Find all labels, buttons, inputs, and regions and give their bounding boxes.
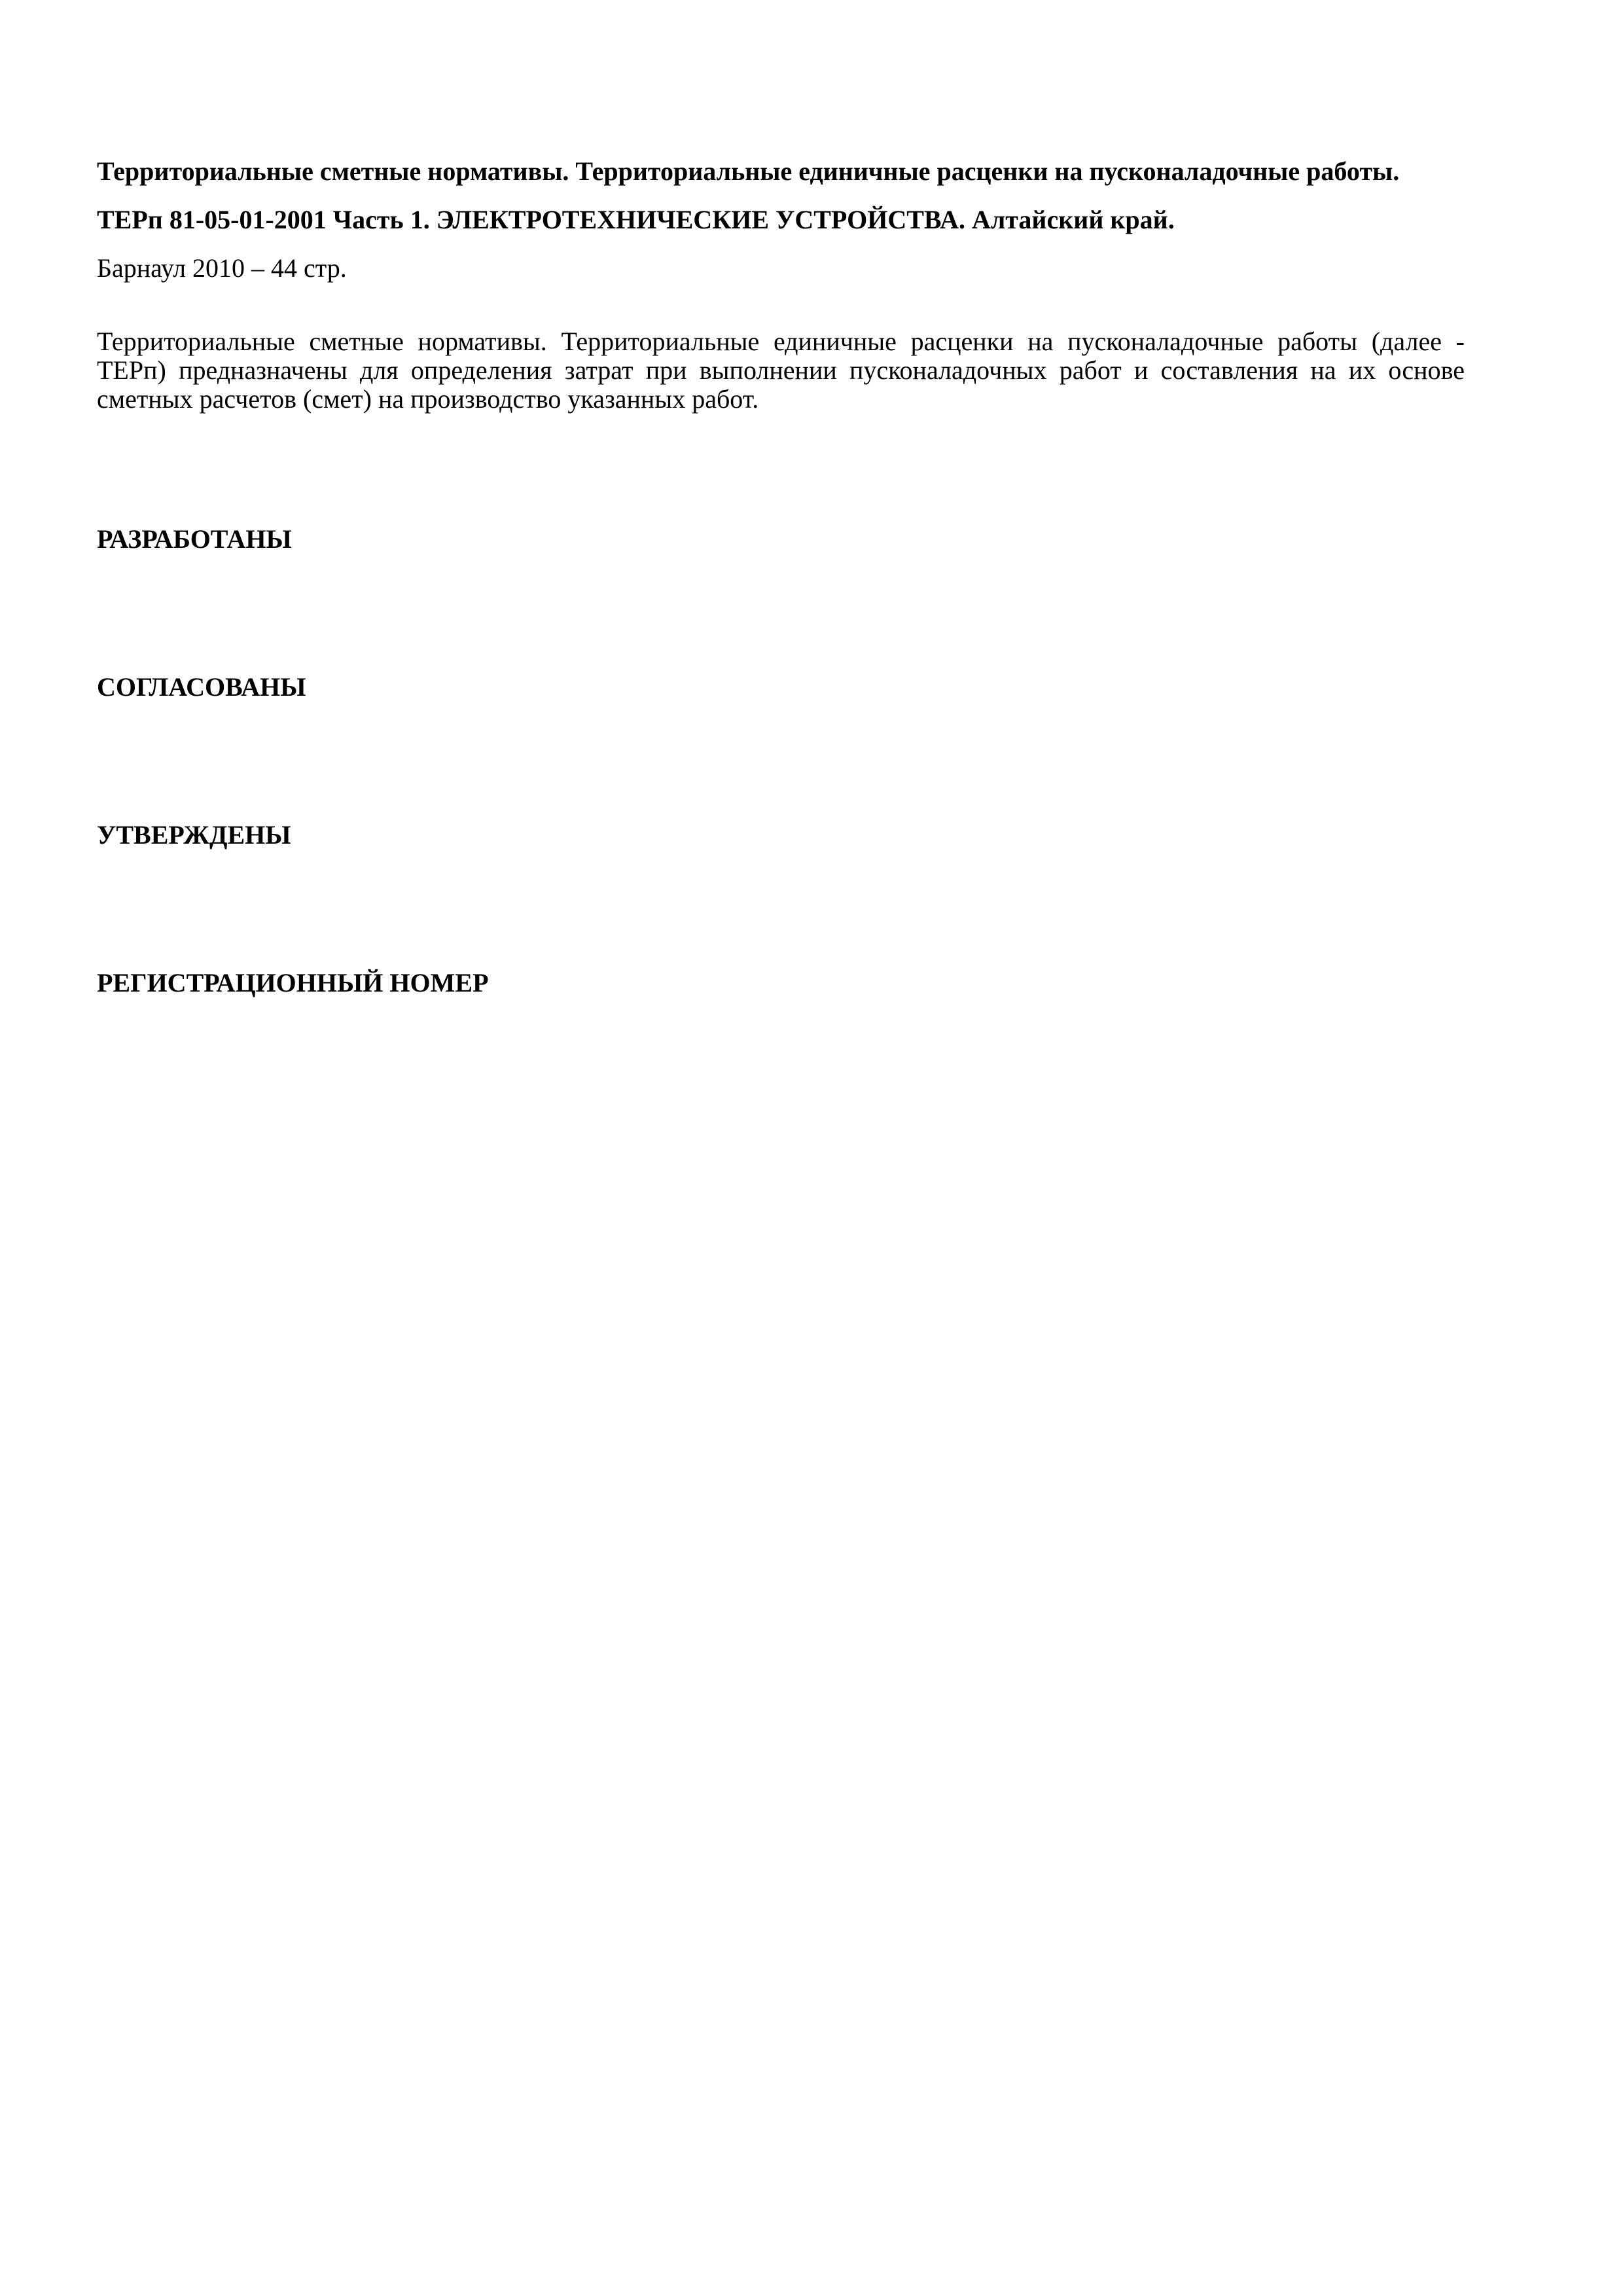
section-heading-agreed: СОГЛАСОВАНЫ	[97, 672, 306, 702]
section-heading-developed: РАЗРАБОТАНЫ	[97, 524, 292, 554]
document-abstract	[97, 327, 1465, 414]
abstract-line-2: ТЕРп) предназначены для определения затрат при выполнении пусконаладочных работ и составления на их основе	[97, 355, 1465, 385]
document-imprint: Барнаул 2010 – 44 стр.	[97, 253, 347, 283]
section-heading-approved: УТВЕРЖДЕНЫ	[97, 820, 291, 850]
abstract-line-3: сметных расчетов (смет) на производство указанных работ.	[97, 384, 759, 414]
document-title-line-2: ТЕРп 81-05-01-2001 Часть 1. ЭЛЕКТРОТЕХНИЧЕСКИЕ УСТРОЙСТВА. Алтайский край.	[97, 205, 1175, 234]
abstract-line-1: Территориальные сметные нормативы. Территориальные единичные расценки на пусконаладочные работы (далее -	[97, 327, 1465, 356]
document-title-line-1: Территориальные сметные нормативы. Территориальные единичные расценки на пусконаладочные работы.	[97, 156, 1400, 186]
section-heading-registration-number: РЕГИСТРАЦИОННЫЙ НОМЕР	[97, 968, 489, 997]
